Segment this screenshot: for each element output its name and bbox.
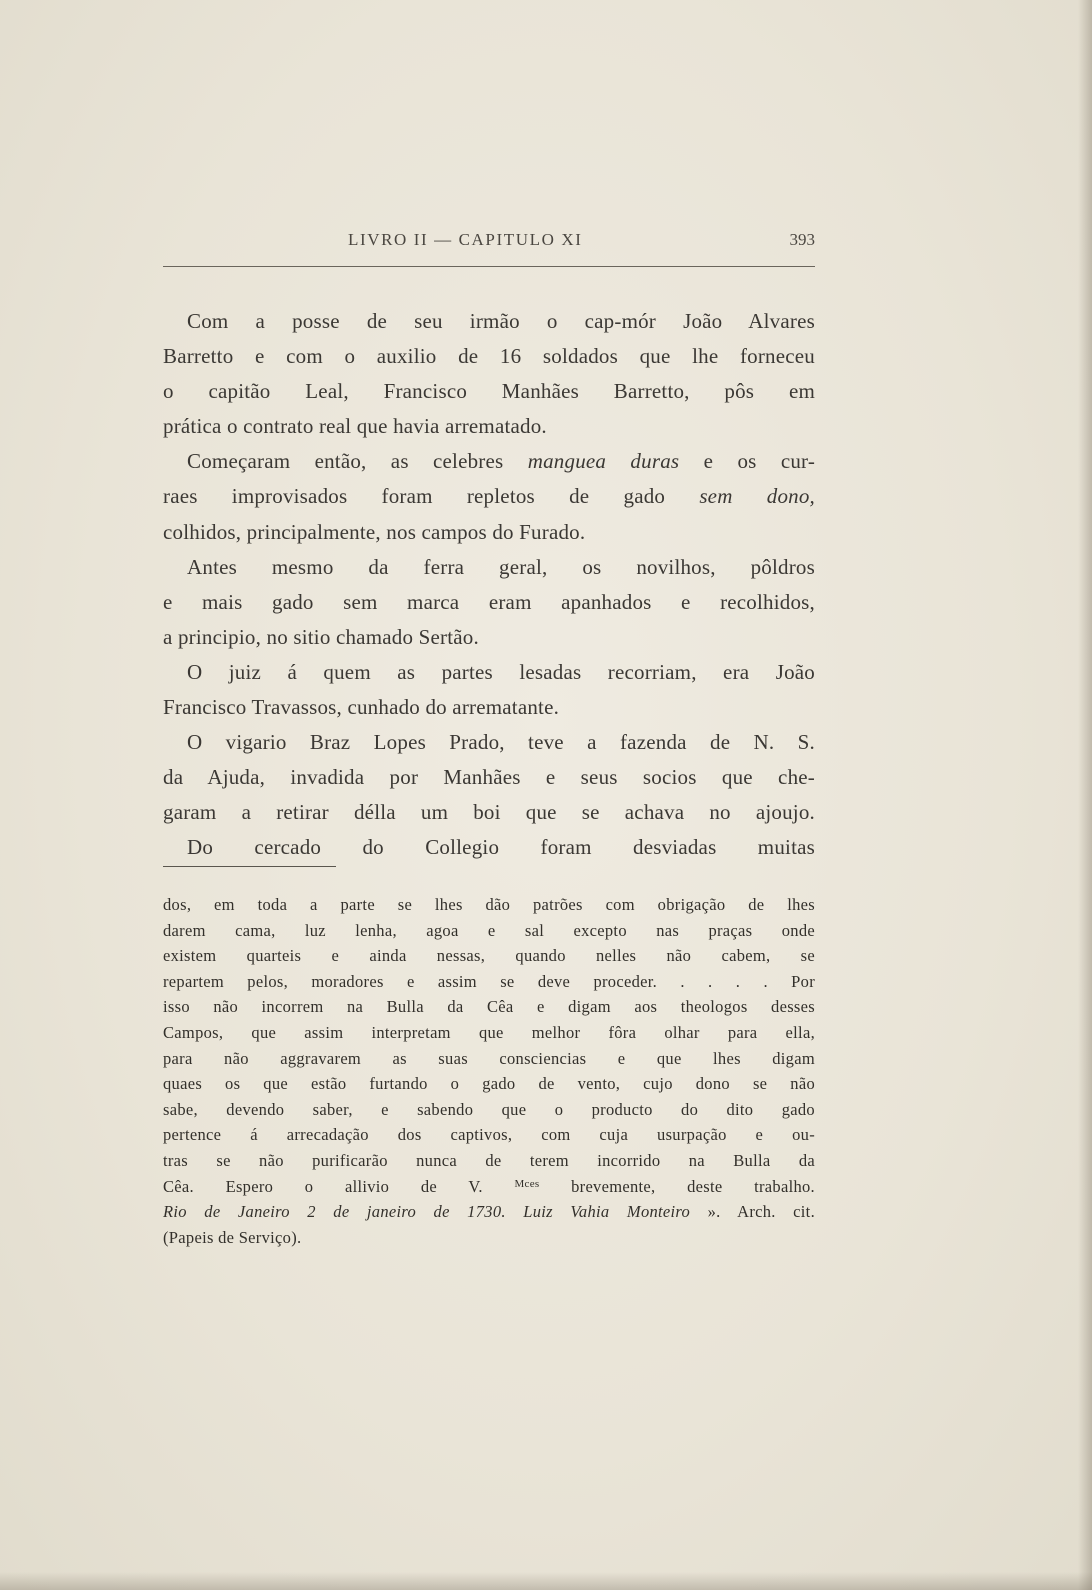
footnote-line: isso não incorrem na Bulla da Cêa e digam aos theologos desses [163,997,815,1017]
body-line: e mais gado sem marca eram apanhados e recolhidos, [163,589,815,614]
body-line: O juiz á quem as partes lesadas recorriam, era João [187,659,815,684]
footnote-line: existem quarteis e ainda nessas, quando nelles não cabem, se [163,946,815,966]
italic-term: manguea duras [527,449,680,474]
scan-edge-shadow [1078,0,1092,1590]
footnote-line: Campos, que assim interpretam que melhor fôra olhar para ella, [163,1022,815,1042]
footnote-line: quaes os que estão furtando o gado de vento, cujo dono se não [163,1074,815,1094]
italic-term: sem dono, [699,484,815,509]
footnote-line: repartem pelos, moradores e assim se deve proceder. . . . . Por [163,971,815,991]
body-line [163,479,815,514]
footnote-line: (Papeis de Serviço). [163,1227,302,1247]
superscript-abbrev: Mces [514,1177,540,1190]
footnote-line: dos, em toda a parte se lhes dão patrões com obrigação de lhes [163,895,815,914]
body-text-run: raes improvisados foram repletos de gado [163,484,666,509]
footnote-text-run: brevemente, deste trabalho. [571,1176,815,1196]
footnote-line: sabe, devendo saber, e sabendo que o producto do dito gado [163,1099,815,1119]
body-text [163,304,815,866]
body-line: Barretto e com o auxilio de 16 soldados que lhe forneceu [163,344,815,369]
footnote-line: para não aggravarem as suas consciencias e que lhes digam [163,1048,815,1068]
body-line: a principio, no sitio chamado Sertão. [163,624,479,649]
body-line: prática o contrato real que havia arrematado. [163,414,547,439]
body-line: Francisco Travassos, cunhado do arrematante. [163,695,560,720]
footnote-line: pertence á arrecadação dos captivos, com cuja usurpação e ou- [163,1125,815,1145]
footnote [163,892,815,1250]
page-header [163,226,815,258]
body-line: Antes mesmo da ferra geral, os novilhos, pôldros [187,554,815,579]
body-line: colhidos, principalmente, nos campos do Furado. [163,519,586,544]
body-line: da Ajuda, invadida por Manhães e seus socios que che- [163,765,815,790]
body-line: garam a retirar délla um boi que se achava no ajoujo. [163,800,815,825]
body-line [163,444,815,479]
body-text-run: Começaram então, as celebres [187,449,504,474]
footnote-text-run: ». Arch. cit. [707,1202,815,1222]
scan-bottom-shadow [0,1572,1092,1590]
body-line: o capitão Leal, Francisco Manhães Barretto, pôs em [163,379,815,404]
footnote-line: darem cama, luz lenha, agoa e sal excepto nas praças onde [163,920,815,940]
body-text-run: e os cur- [703,449,816,474]
footnote-line [163,1174,815,1200]
header-rule [163,266,815,267]
footnote-signature: Rio de Janeiro 2 de janeiro de 1730. Luiz Vahia Monteiro [163,1202,691,1222]
footnote-rule [163,866,336,867]
page-number: 393 [789,230,815,249]
footnote-line: tras se não purificarão nunca de terem incorrido na Bulla da [163,1150,815,1170]
body-line: O vigario Braz Lopes Prado, teve a fazenda de N. S. [187,730,815,755]
body-line: Do cercado do Collegio foram desviadas muitas [187,835,815,860]
running-head: LIVRO II — CAPITULO XI [348,230,583,249]
footnote-line [163,1199,815,1225]
body-line: Com a posse de seu irmão o cap-mór João Alvares [187,309,815,333]
footnote-text-run: Cêa. Espero o allivio de V. [163,1176,483,1196]
